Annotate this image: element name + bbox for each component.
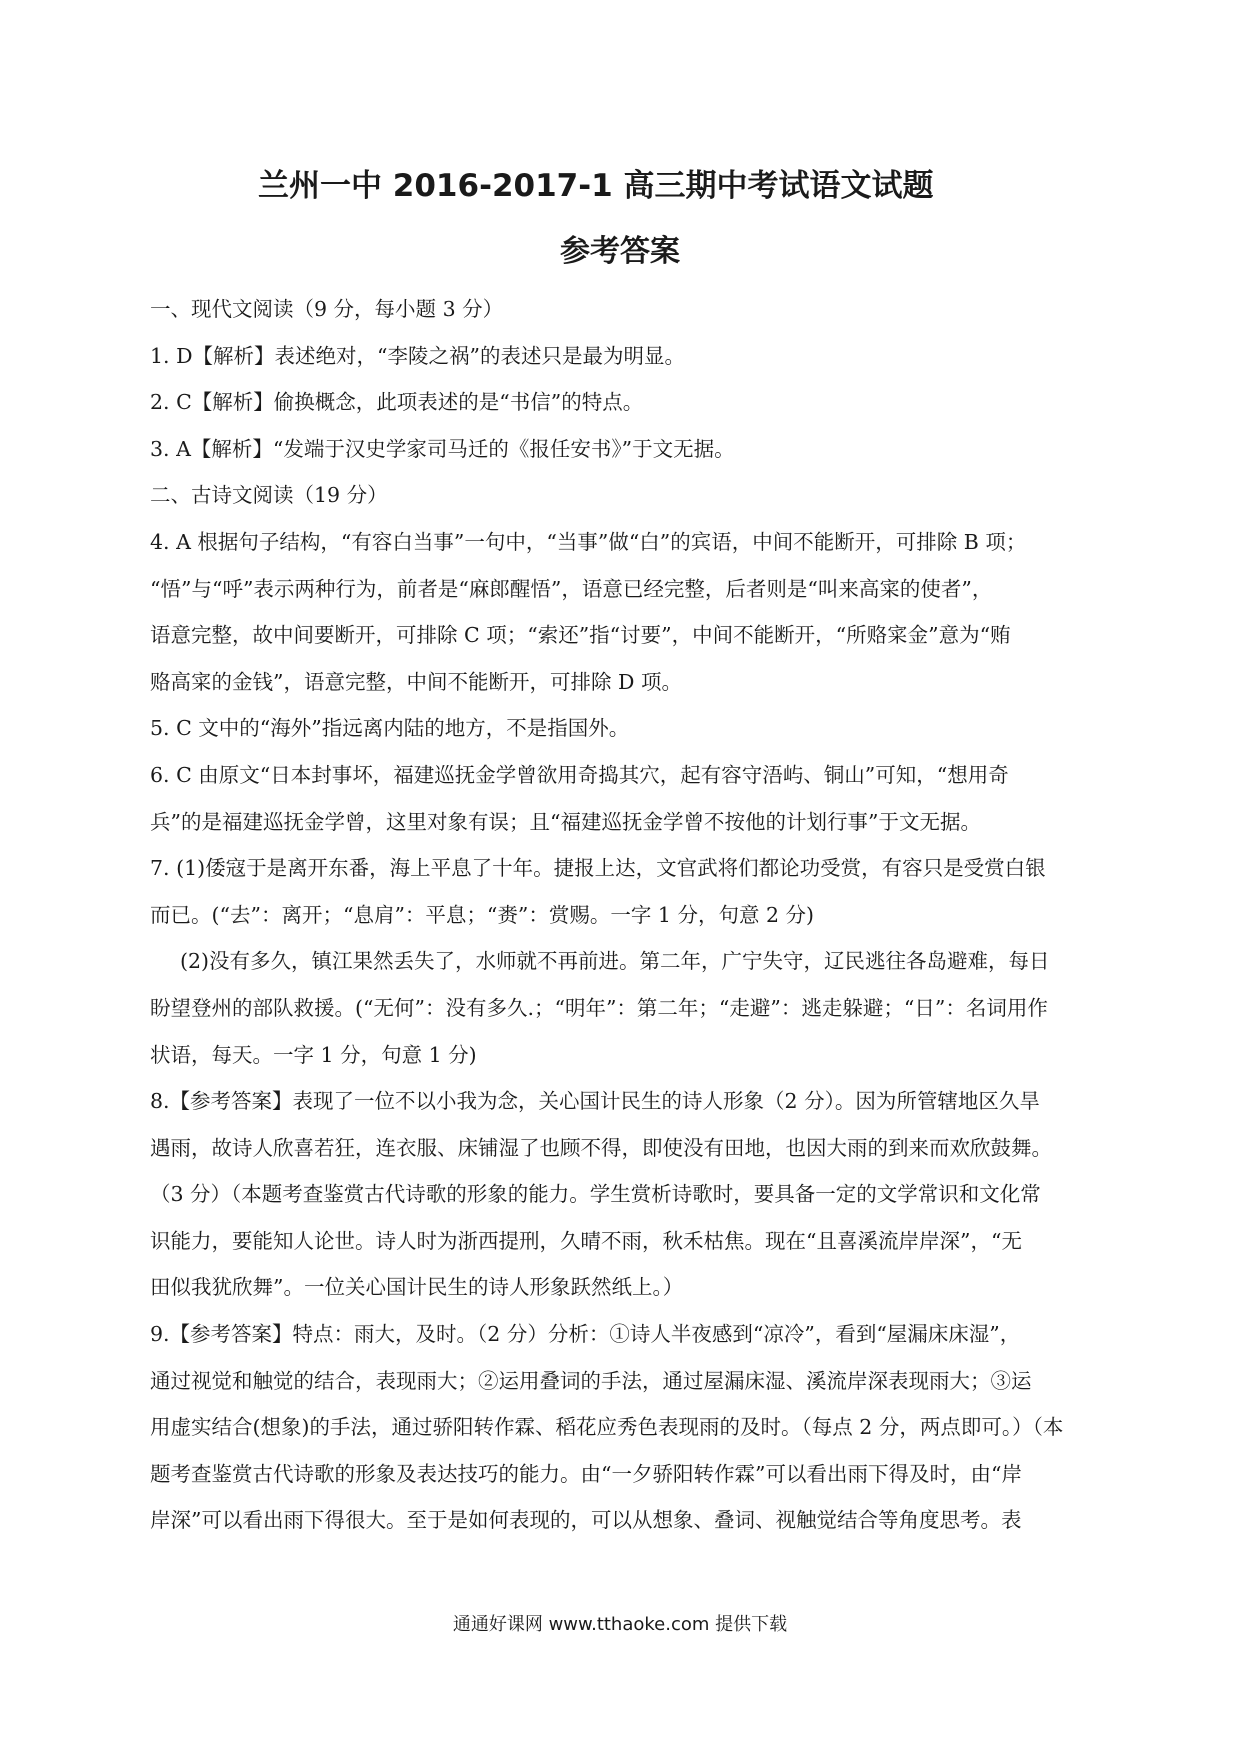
answer-line: “悟”与“呼”表示两种行为，前者是“麻郎醒悟”，语意已经完整，后者则是“叫来高寀的使者”， <box>150 576 993 601</box>
answer-line: 遇雨，故诗人欣喜若狂，连衣服、床铺湿了也顾不得，即使没有田地，也因大雨的到来而欢欣鼓舞。 <box>150 1135 1052 1160</box>
answer-line: 5. C 文中的“海外”指远离内陆的地方，不是指国外。 <box>150 716 630 741</box>
answer-line: （3 分）（本题考查鉴赏古代诗歌的形象的能力。学生赏析诗歌时，要具备一定的文学常识和文化常 <box>150 1182 1041 1207</box>
document-subtitle: 参考答案 <box>560 234 680 269</box>
answer-line: 田似我犹欣舞”。一位关心国计民生的诗人形象跃然纸上。） <box>150 1275 684 1300</box>
section-heading: 一、现代文阅读（9 分，每小题 3 分） <box>150 297 504 321</box>
answer-line: 7. (1)倭寇于是离开东番，海上平息了十年。捷报上达，文官武将们都论功受赏，有容只是受赏白银 <box>150 856 1046 881</box>
document-title: 兰州一中 2016-2017-1 高三期中考试语文试题 <box>258 168 934 204</box>
section-heading: 二、古诗文阅读（19 分） <box>150 483 388 508</box>
answer-line: (2)没有多久，镇江果然丢失了，水师就不再前进。第二年，广宁失守，辽民逃往各岛避难，每日 <box>180 949 1050 974</box>
answer-line: 3. A【解析】“发端于汉史学家司马迁的《报任安书》”于文无据。 <box>150 436 735 461</box>
answer-line: 4. A 根据句子结构，“有容白当事”一句中，“当事”做“白”的宾语，中间不能断开，可排除 B 项； <box>150 529 1027 554</box>
answer-line: 识能力，要能知人论世。诗人时为浙西提刑，久晴不雨，秋禾枯焦。现在“且喜溪流岸岸深”，“无 <box>150 1228 1022 1253</box>
answer-body <box>150 286 1110 1544</box>
answer-line: 盼望登州的部队救援。(“无何”：没有多久.；“明年”：第二年；“走避”：逃走躲避；“日”：名词用作 <box>150 995 1048 1020</box>
answer-line: 赂高寀的金钱”，语意完整，中间不能断开，可排除 D 项。 <box>150 669 682 694</box>
page-footer: 通通好课网 www.tthaoke.com 提供下载 <box>452 1614 788 1635</box>
answer-line: 1. D【解析】表述绝对，“李陵之祸”的表述只是最为明显。 <box>150 343 685 368</box>
answer-line: 题考查鉴赏古代诗歌的形象及表达技巧的能力。由“一夕骄阳转作霖”可以看出雨下得及时，由“岸 <box>150 1461 1022 1486</box>
answer-line: 6. C 由原文“日本封事坏，福建巡抚金学曾欲用奇捣其穴，起有容守浯屿、铜山”可知，“想用奇 <box>150 762 1009 787</box>
answer-line: 8.【参考答案】表现了一位不以小我为念，关心国计民生的诗人形象（2 分）。因为所管辖地区久旱 <box>150 1089 1040 1114</box>
answer-line: 通过视觉和触觉的结合，表现雨大；②运用叠词的手法，通过屋漏床湿、溪流岸深表现雨大；③运 <box>150 1368 1032 1393</box>
answer-line: 用虚实结合(想象)的手法，通过骄阳转作霖、稻花应秀色表现雨的及时。（每点 2 分，两点即可。）（本 <box>150 1415 1064 1440</box>
answer-line: 语意完整，故中间要断开，可排除 C 项；“索还”指“讨要”，中间不能断开，“所赂寀金”意为“贿 <box>150 623 1011 648</box>
answer-line: 9.【参考答案】特点：雨大，及时。（2 分）分析：①诗人半夜感到“凉冷”，看到“屋漏床床湿”， <box>150 1322 1021 1347</box>
answer-line: 而已。(“去”：离开；“息肩”：平息；“赉”：赏赐。一字 1 分，句意 2 分) <box>150 902 815 927</box>
answer-line: 岸深”可以看出雨下得很大。至于是如何表现的，可以从想象、叠词、视触觉结合等角度思考。表 <box>150 1508 1022 1533</box>
answer-line: 状语，每天。一字 1 分，句意 1 分) <box>150 1042 477 1067</box>
answer-line: 兵”的是福建巡抚金学曾，这里对象有误；且“福建巡抚金学曾不按他的计划行事”于文无据。 <box>150 809 981 834</box>
answer-line: 2. C【解析】偷换概念，此项表述的是“书信”的特点。 <box>150 390 644 415</box>
